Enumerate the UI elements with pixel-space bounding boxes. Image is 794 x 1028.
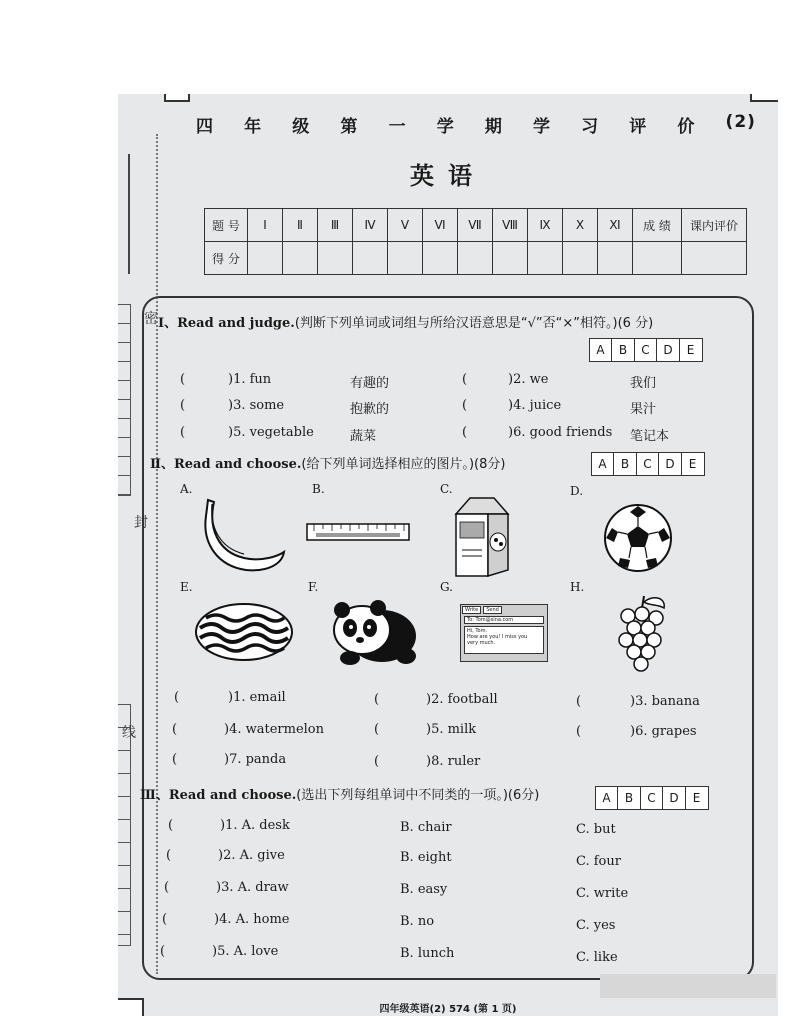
- score-header-cell: Ⅱ: [283, 209, 318, 242]
- question-meaning: 我们: [630, 376, 657, 391]
- picture-label: A.: [180, 482, 193, 496]
- title-char: 四: [196, 117, 214, 137]
- page-title: [196, 112, 756, 137]
- score-cell[interactable]: [458, 242, 493, 275]
- answer-blank[interactable]: (: [164, 880, 170, 895]
- answer-blank[interactable]: (: [462, 372, 468, 387]
- option-c: C. yes: [576, 918, 616, 933]
- score-cell[interactable]: [388, 242, 423, 275]
- score-header-cell: Ⅰ: [248, 209, 283, 242]
- title-char: 习: [581, 117, 600, 137]
- answer-blank[interactable]: (: [160, 944, 166, 959]
- section3-title: Ⅲ、Read and choose.: [140, 788, 297, 803]
- email-body-line: very much.: [467, 640, 496, 646]
- answer-letter: B: [611, 338, 635, 362]
- score-header-cell: Ⅺ: [598, 209, 633, 242]
- option-a: )1. A. desk: [220, 818, 290, 833]
- question-word: )1. fun: [228, 372, 272, 387]
- watermelon-picture[interactable]: [192, 600, 296, 664]
- title-char: 价: [677, 117, 696, 137]
- answer-letter-box: [596, 786, 709, 810]
- score-header-row: [205, 209, 747, 242]
- answer-letter: A: [595, 786, 619, 810]
- answer-letter: A: [591, 452, 615, 476]
- answer-letter-box: [590, 338, 703, 362]
- email-write-button: Write: [462, 606, 481, 614]
- score-cell[interactable]: [283, 242, 318, 275]
- option-c: C. four: [576, 854, 621, 869]
- question-word: )6. good friends: [508, 425, 613, 440]
- answer-letter: C: [634, 338, 658, 362]
- section3-heading: [140, 784, 539, 803]
- option-a: )3. A. draw: [216, 880, 289, 895]
- email-to-line: To: Tom@sina.com: [464, 616, 544, 624]
- answer-blank[interactable]: (: [180, 398, 186, 413]
- section2-heading: [150, 453, 505, 472]
- question-word: )4. watermelon: [224, 722, 324, 737]
- title-char: 年: [244, 117, 263, 137]
- score-header-cell: Ⅹ: [563, 209, 598, 242]
- picture-label: G.: [440, 580, 453, 594]
- score-header-cell: Ⅲ: [318, 209, 353, 242]
- question-word: )5. milk: [426, 722, 477, 737]
- page-footer: 四年级英语(2) 574 (第 1 页): [379, 1004, 517, 1015]
- score-cell[interactable]: [598, 242, 633, 275]
- answer-blank[interactable]: (: [374, 754, 380, 769]
- score-table: [204, 208, 747, 275]
- title-char: 一: [388, 117, 407, 137]
- exam-paper: [118, 94, 778, 1016]
- email-body-line: Hi, Tom.: [467, 628, 488, 634]
- picture-label: H.: [570, 580, 585, 594]
- score-header-cell: 课内评价: [682, 209, 747, 242]
- question-word: )8. ruler: [426, 754, 481, 769]
- option-b: B. chair: [400, 820, 452, 835]
- score-cell[interactable]: [493, 242, 528, 275]
- option-a: )4. A. home: [214, 912, 290, 927]
- milk-carton-picture[interactable]: [448, 494, 518, 580]
- question-meaning: 蔬菜: [350, 429, 377, 444]
- questions-panel: [142, 296, 754, 980]
- section1-heading: [158, 312, 653, 331]
- section1-instruction: (判断下列单词或词组与所给汉语意思是“√”否“×”相符。)(6 分): [294, 316, 654, 331]
- answer-blank[interactable]: (: [576, 724, 582, 739]
- answer-blank[interactable]: (: [374, 722, 380, 737]
- title-char: 第: [340, 117, 359, 137]
- score-row-label: 得 分: [205, 242, 248, 275]
- question-meaning: 有趣的: [350, 376, 390, 391]
- answer-blank[interactable]: (: [374, 692, 380, 707]
- answer-letter: D: [662, 786, 686, 810]
- subject-title: 英语: [410, 162, 486, 190]
- answer-blank[interactable]: (: [166, 848, 172, 863]
- answer-blank[interactable]: (: [168, 818, 174, 833]
- section3-instruction: (选出下列每组单词中不同类的一项。)(6分): [296, 788, 540, 803]
- option-c: C. like: [576, 950, 618, 965]
- answer-blank[interactable]: (: [462, 398, 468, 413]
- score-cell[interactable]: [528, 242, 563, 275]
- score-cell[interactable]: [563, 242, 598, 275]
- email-window-picture[interactable]: [460, 604, 548, 662]
- answer-blank[interactable]: (: [172, 722, 178, 737]
- answer-blank[interactable]: (: [180, 372, 186, 387]
- picture-label: B.: [312, 482, 325, 496]
- football-picture[interactable]: [602, 502, 674, 574]
- score-value-row: [205, 242, 747, 275]
- grapes-picture[interactable]: [614, 594, 670, 672]
- binding-boxes: [118, 304, 131, 496]
- title-char: 评: [629, 117, 648, 137]
- title-char: 期: [484, 117, 503, 137]
- option-c: C. write: [576, 886, 629, 901]
- score-cell[interactable]: [633, 242, 682, 275]
- title-char: (2): [725, 112, 756, 132]
- answer-letter: C: [636, 452, 660, 476]
- score-header-cell: Ⅷ: [493, 209, 528, 242]
- score-header-cell: Ⅶ: [458, 209, 493, 242]
- corner-mark: [750, 94, 778, 102]
- title-char: 学: [532, 117, 551, 137]
- option-b: B. easy: [400, 882, 448, 897]
- score-header-cell: Ⅳ: [353, 209, 388, 242]
- question-word: )2. football: [426, 692, 498, 707]
- answer-letter: A: [589, 338, 613, 362]
- option-c: C. but: [576, 822, 616, 837]
- option-b: B. lunch: [400, 946, 455, 961]
- question-word: )6. grapes: [630, 724, 697, 739]
- pixelated-area: [600, 974, 776, 998]
- section2-title: Ⅱ、Read and choose.: [150, 457, 302, 472]
- answer-letter: D: [656, 338, 680, 362]
- title-char: 级: [292, 117, 311, 137]
- answer-letter-box: [592, 452, 705, 476]
- panda-picture[interactable]: [322, 596, 420, 668]
- answer-letter: E: [679, 338, 703, 362]
- answer-blank[interactable]: (: [172, 752, 178, 767]
- answer-blank[interactable]: (: [576, 694, 582, 709]
- picture-label: F.: [308, 580, 319, 594]
- option-b: B. eight: [400, 850, 452, 865]
- score-header-cell: Ⅵ: [423, 209, 458, 242]
- score-header-cell: 题 号: [205, 209, 248, 242]
- corner-mark: [164, 94, 190, 102]
- score-cell[interactable]: [682, 242, 747, 275]
- answer-letter: E: [681, 452, 705, 476]
- score-cell[interactable]: [248, 242, 283, 275]
- seal-char: 密: [144, 311, 158, 327]
- section1-title: Ⅰ、Read and judge.: [158, 316, 295, 331]
- answer-blank[interactable]: (: [462, 425, 468, 440]
- answer-letter: C: [640, 786, 664, 810]
- answer-blank[interactable]: (: [180, 425, 186, 440]
- answer-blank[interactable]: (: [162, 912, 168, 927]
- question-word: )4. juice: [508, 398, 562, 413]
- question-meaning: 果汁: [630, 402, 657, 417]
- score-cell[interactable]: [423, 242, 458, 275]
- picture-label: E.: [180, 580, 193, 594]
- ruler-picture[interactable]: [306, 522, 410, 544]
- section2-instruction: (给下列单词选择相应的图片。)(8分): [301, 457, 506, 472]
- question-word: )5. vegetable: [228, 425, 314, 440]
- question-word: )3. banana: [630, 694, 700, 709]
- question-word: )2. we: [508, 372, 549, 387]
- banana-picture[interactable]: [198, 494, 290, 576]
- question-word: )7. panda: [224, 752, 287, 767]
- title-char: 学: [436, 117, 455, 137]
- email-send-button: Send: [483, 606, 502, 614]
- question-word: )3. some: [228, 398, 285, 413]
- answer-letter: B: [613, 452, 637, 476]
- answer-blank[interactable]: (: [174, 690, 180, 705]
- score-cell[interactable]: [353, 242, 388, 275]
- question-word: )1. email: [228, 690, 286, 705]
- score-header-cell: Ⅴ: [388, 209, 423, 242]
- picture-label: D.: [570, 484, 584, 498]
- seal-char: 线: [122, 725, 136, 741]
- score-header-cell: Ⅸ: [528, 209, 563, 242]
- option-a: )2. A. give: [218, 848, 285, 863]
- seal-char: 封: [134, 515, 148, 531]
- question-meaning: 笔记本: [630, 429, 670, 444]
- answer-letter: D: [658, 452, 682, 476]
- option-b: B. no: [400, 914, 435, 929]
- answer-letter: B: [617, 786, 641, 810]
- score-cell[interactable]: [318, 242, 353, 275]
- option-a: )5. A. love: [212, 944, 279, 959]
- answer-letter: E: [685, 786, 709, 810]
- email-body-line: How are you! I miss you: [467, 634, 528, 640]
- score-header-cell: 成 绩: [633, 209, 682, 242]
- question-meaning: 抱歉的: [350, 402, 390, 417]
- picture-label: C.: [440, 482, 453, 496]
